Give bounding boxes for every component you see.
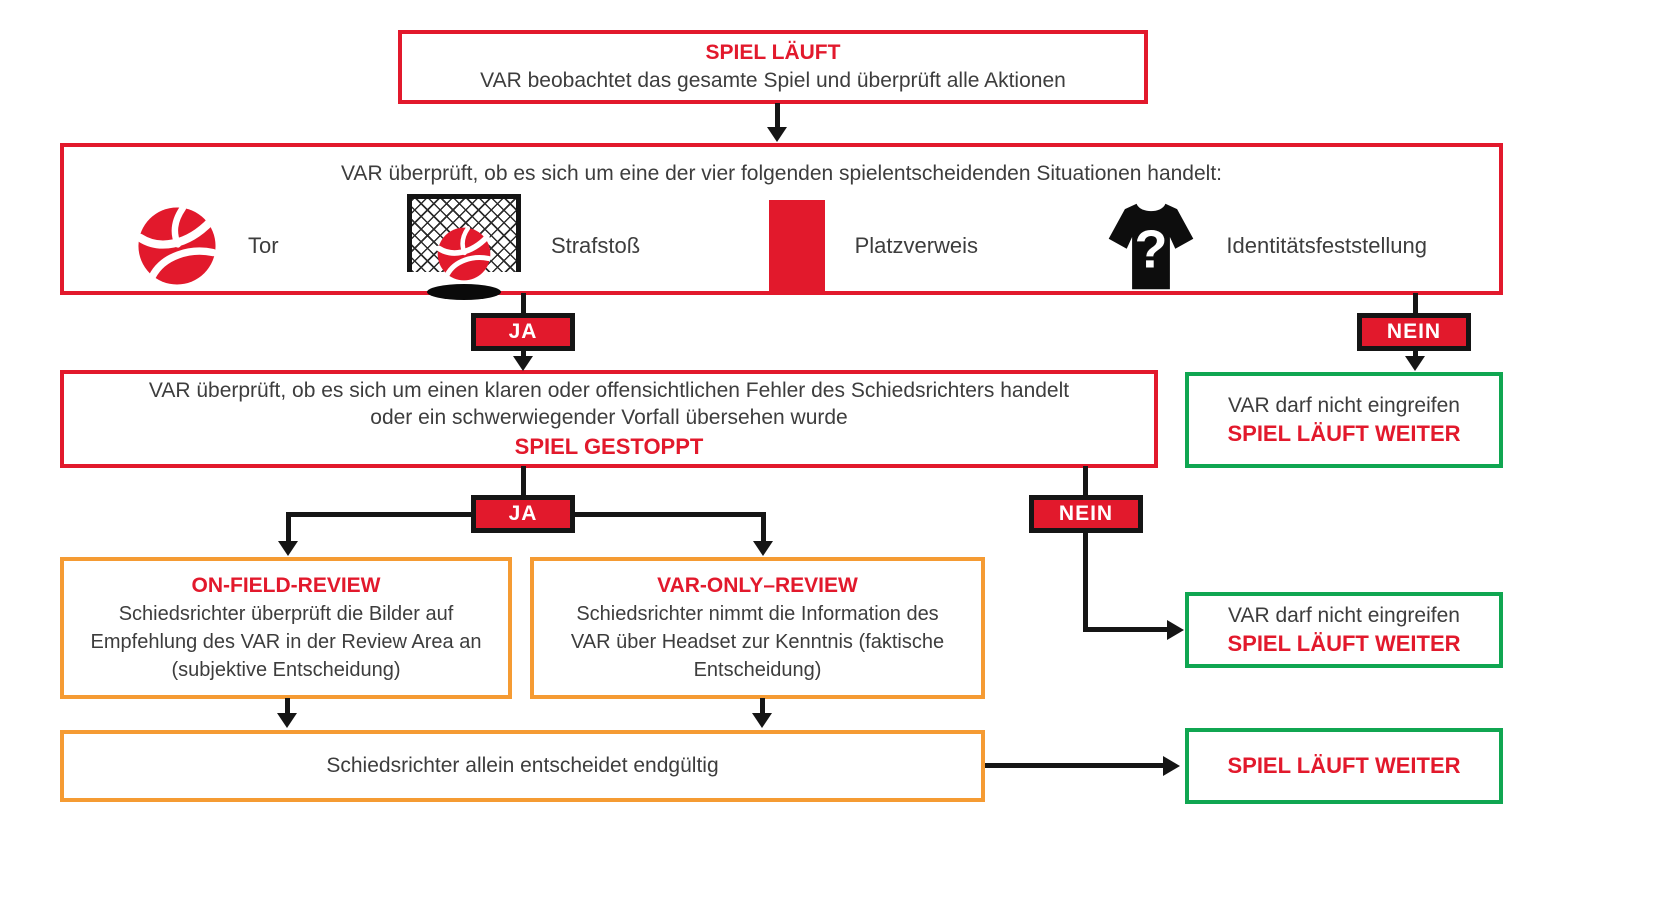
var-only-review-node: [530, 557, 985, 699]
no-intervention-top-node: [1185, 372, 1503, 468]
arrowhead-nein-top: [1405, 356, 1425, 371]
connector-nein-mid-down: [1083, 531, 1088, 632]
no-intervention-mid-line2: SPIEL LÄUFT WEITER: [1227, 631, 1461, 657]
ja-badge-top: JA: [471, 313, 575, 351]
situations-node: [60, 143, 1503, 295]
final-decision-node: [60, 730, 985, 802]
no-intervention-top-line2: SPIEL LÄUFT WEITER: [1227, 421, 1461, 447]
nein-badge-top: NEIN: [1357, 313, 1471, 351]
goal-icon: [407, 194, 521, 298]
check-error-line2: oder ein schwerwiegender Vorfall übersehen wurde: [370, 406, 848, 430]
connector-final-right: [985, 763, 1165, 768]
check-error-line1: VAR überprüft, ob es sich um einen klaren oder offensichtlichen Fehler des Schiedsrichters handelt: [148, 378, 1070, 402]
situations-header: VAR überprüft, ob es sich um eine der vier folgenden spielentscheidenden Situationen handelt:: [340, 162, 1222, 185]
question-mark: ?: [1134, 219, 1168, 280]
arrowhead-nein-mid: [1167, 620, 1184, 640]
arrowhead-varonly-final: [752, 713, 772, 728]
situation-identitaet: [1106, 200, 1427, 292]
game-continues-node: [1185, 728, 1503, 804]
no-intervention-mid-line1: VAR darf nicht eingreifen: [1228, 603, 1460, 627]
ja-badge-mid: JA: [471, 495, 575, 533]
final-decision-body: Schiedsrichter allein entscheidet endgültig: [326, 754, 719, 778]
arrowhead-onfield: [278, 541, 298, 556]
start-title: SPIEL LÄUFT: [705, 41, 841, 65]
arrowhead-ja-top: [513, 356, 533, 371]
start-node: [398, 30, 1148, 104]
arrowhead-varonly: [753, 541, 773, 556]
situation-tor: [136, 205, 279, 287]
situation-strafstoss: [407, 194, 640, 298]
arrowhead-final-right: [1163, 756, 1180, 776]
var-only-review-body: Schiedsrichter nimmt die Information des VAR über Headset zur Kenntnis (faktische Entscheidung): [570, 602, 945, 681]
connector-start-down: [775, 103, 780, 129]
red-card-icon: [769, 200, 825, 292]
connector-ja-top: [521, 293, 526, 315]
situation-strafstoss-label: Strafstoß: [550, 233, 641, 259]
start-body: VAR beobachtet das gesamte Spiel und überprüft alle Aktionen: [480, 69, 1066, 92]
situation-platzverweis: [769, 200, 978, 292]
connector-nein-mid-right: [1083, 627, 1169, 632]
on-field-review-body: Schiedsrichter überprüft die Bilder auf Empfehlung des VAR in der Review Area an (subjektive Entscheidung): [90, 602, 482, 681]
var-only-review-title: VAR-ONLY–REVIEW: [657, 574, 858, 598]
connector-nein-mid: [1083, 466, 1088, 497]
on-field-review-node: [60, 557, 512, 699]
no-intervention-top-line1: VAR darf nicht eingreifen: [1228, 393, 1460, 417]
situation-platzverweis-label: Platzverweis: [854, 233, 979, 259]
ball-shadow: [427, 284, 501, 300]
arrowhead-start-down: [767, 127, 787, 142]
connector-nein-top: [1413, 293, 1418, 315]
game-continues-title: SPIEL LÄUFT WEITER: [1227, 753, 1461, 779]
situation-tor-label: Tor: [248, 233, 279, 259]
ball-icon: [436, 226, 492, 282]
no-intervention-mid-node: [1185, 592, 1503, 668]
nein-badge-mid: NEIN: [1029, 495, 1143, 533]
situation-identitaet-label: Identitätsfeststellung: [1226, 233, 1427, 259]
check-error-status: SPIEL GESTOPPT: [514, 434, 704, 460]
ball-icon: [136, 205, 218, 287]
on-field-review-title: ON-FIELD-REVIEW: [191, 574, 381, 598]
connector-onfield-down: [286, 512, 291, 543]
shirt-question-icon: [1106, 200, 1196, 292]
connector-ja-mid: [521, 466, 526, 497]
connector-varonly-down: [761, 512, 766, 543]
arrowhead-onfield-final: [277, 713, 297, 728]
check-error-node: [60, 370, 1158, 468]
situations-row: [64, 188, 1499, 302]
